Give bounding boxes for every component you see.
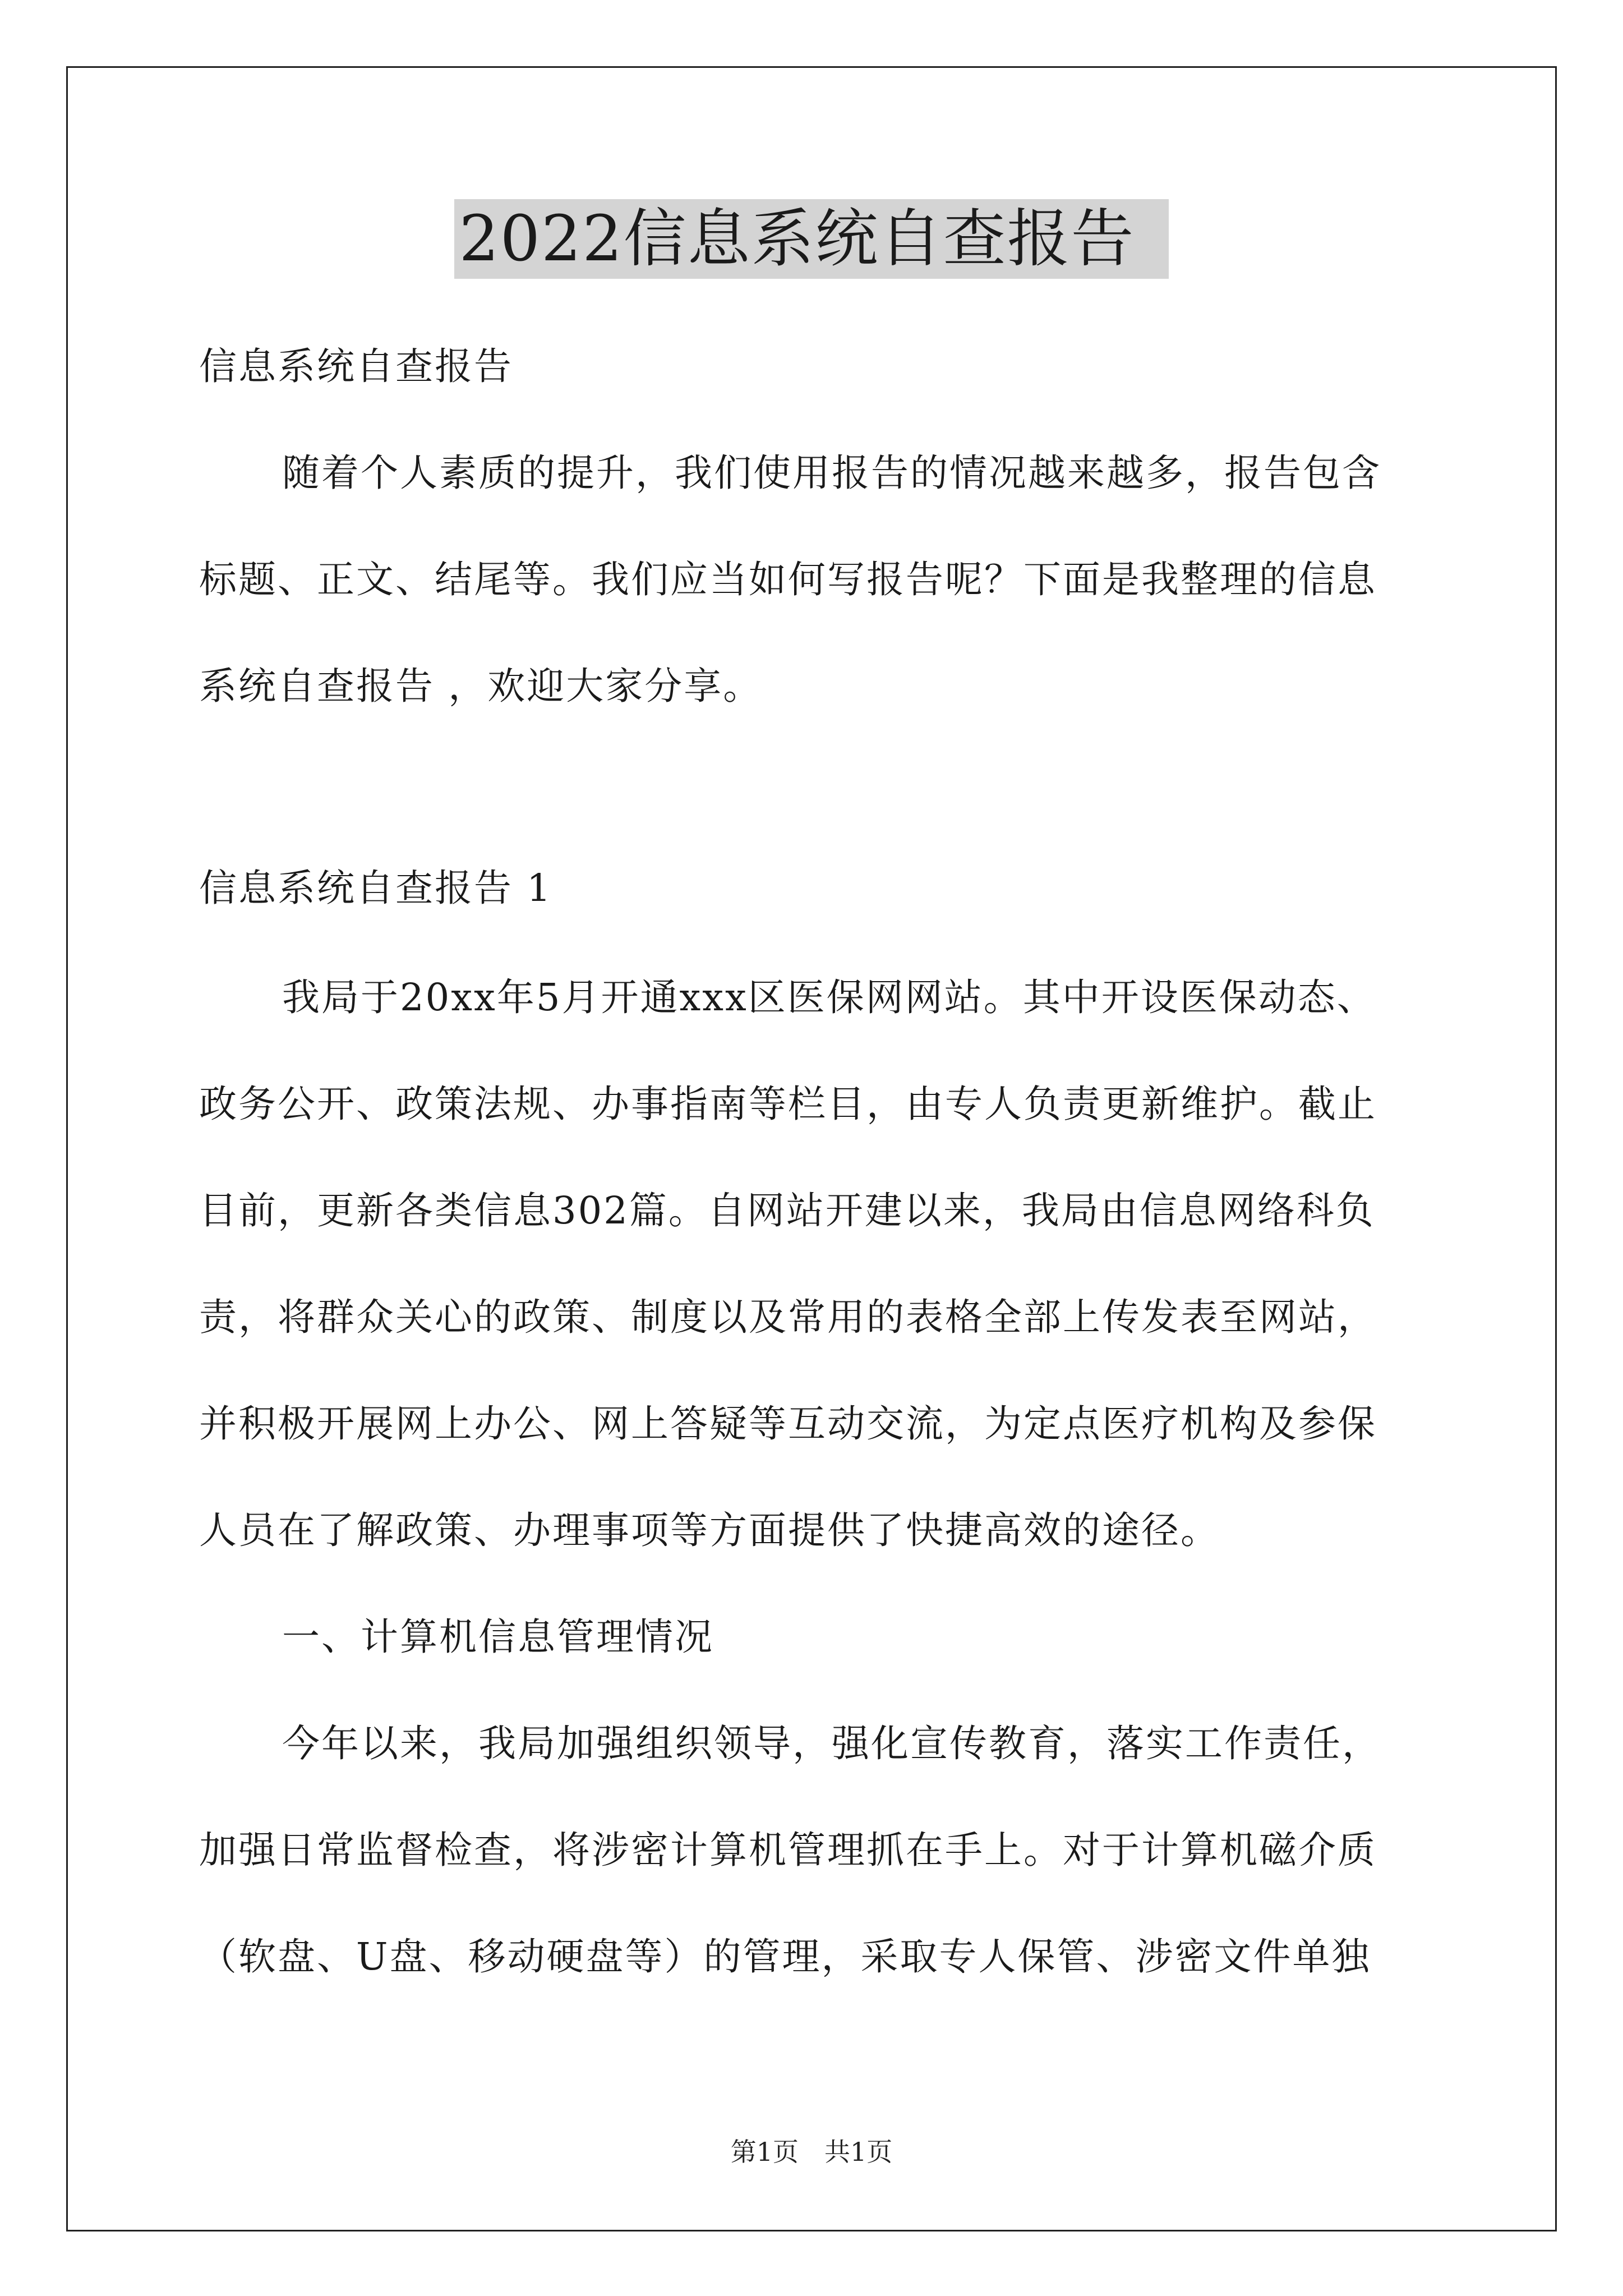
paragraph-line: 系统自查报告 ，欢迎大家分享。 [199,664,763,708]
paragraph-line: 今年以来，我局加强组织领导，强化宣传教育，落实工作责任， [282,1722,1381,1765]
subsection-heading: 一、计算机信息管理情况 [282,1615,714,1659]
page-border [66,66,1557,2231]
paragraph-line: 标题、正文、结尾等。我们应当如何写报告呢？下面是我整理的信息 [199,558,1377,601]
paragraph-line: 人员在了解政策、办理事项等方面提供了快捷高效的途径。 [199,1508,1220,1552]
paragraph-line: 责，将群众关心的政策、制度以及常用的表格全部上传发表至网站， [199,1295,1377,1339]
page-footer: 第1页 共1页 [730,2137,893,2167]
paragraph-line: 随着个人素质的提升，我们使用报告的情况越来越多，报告包含 [282,451,1381,495]
paragraph-line: 政务公开、政策法规、办事指南等栏目，由专人负责更新维护。截止 [199,1082,1377,1126]
paragraph-line: （软盘、U盘、移动硬盘等）的管理，采取专人保管、涉密文件单独 [199,1935,1371,1978]
paragraph-line: 目前，更新各类信息302篇。自网站开建以来，我局由信息网络科负 [199,1189,1375,1232]
paragraph-line: 加强日常监督检查，将涉密计算机管理抓在手上。对于计算机磁介质 [199,1828,1377,1872]
subtitle-line: 信息系统自查报告 [199,344,513,388]
paragraph-line: 并积极开展网上办公、网上答疑等互动交流，为定点医疗机构及参保 [199,1402,1377,1446]
document-title: 2022信息系统自查报告 [454,199,1168,279]
paragraph-line: 我局于20xx年5月开通xxx区医保网网站。其中开设医保动态、 [282,976,1376,1019]
section-heading: 信息系统自查报告 1 [199,866,552,910]
title-container [0,199,1623,279]
